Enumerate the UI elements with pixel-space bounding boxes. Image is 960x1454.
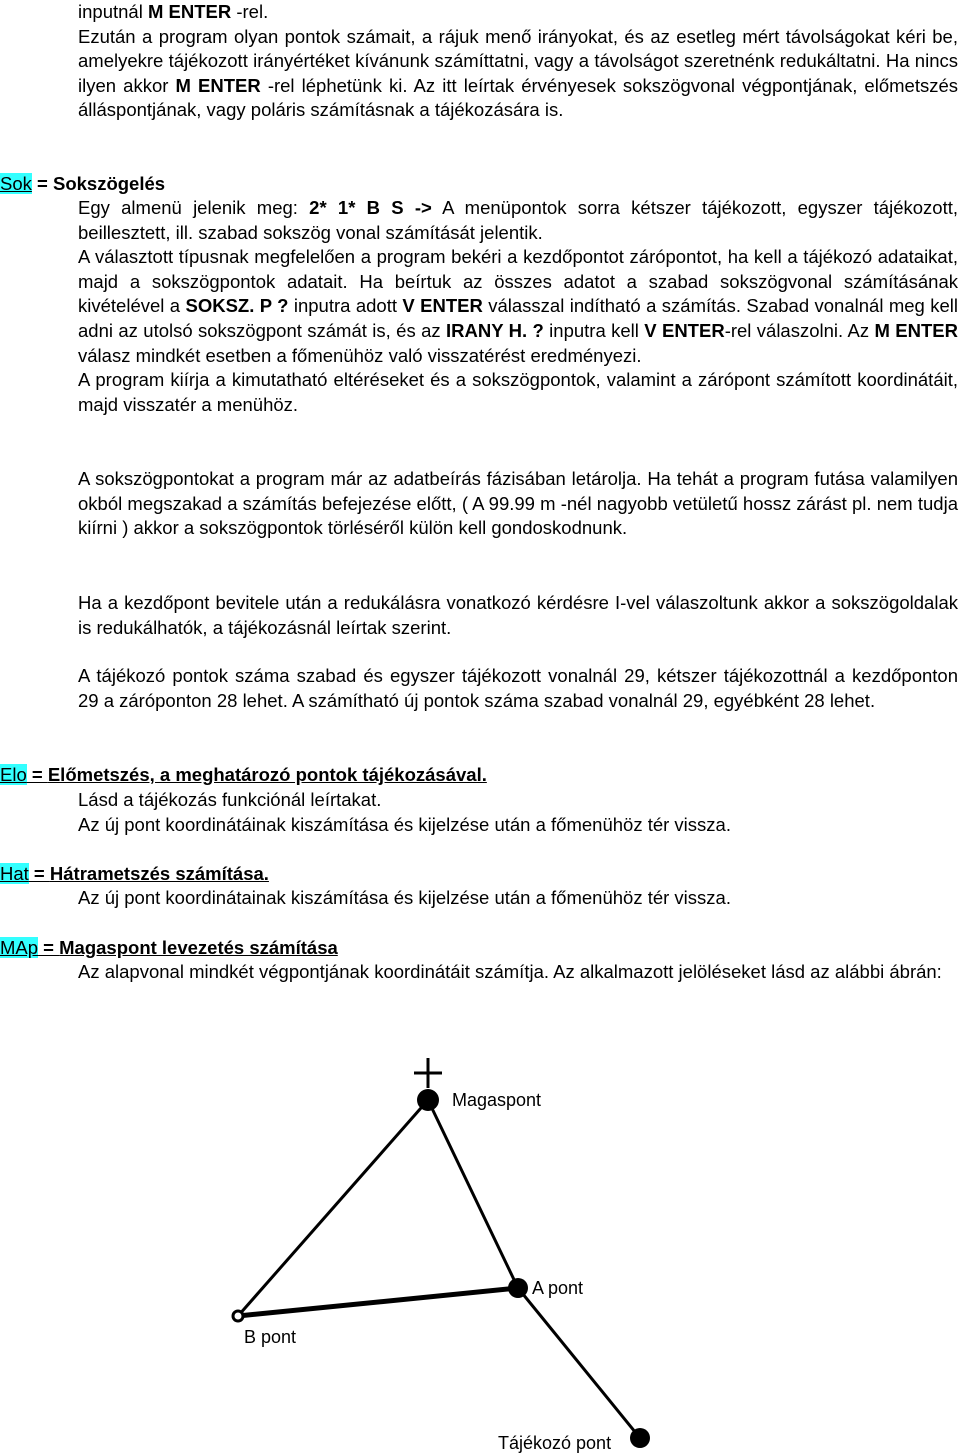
- line-magaspont-b: [238, 1100, 428, 1316]
- section-title-elo: Előmetszés, a meghatározó pontok tájékozásával.: [47, 764, 487, 785]
- label-b-pont: B pont: [244, 1327, 297, 1347]
- sok-paragraph-2: A választott típusnak megfelelően a program bekéri a kezdőpontot zárópontot, ha kell a tájékozó adataikat, majd a sokszögpontok adatait. Ha beírtuk az összes adatot a szabad sokszögvonal számításának kivételével a SOKSZ. P ? inputra adott V ENTER válasszal indítható a számítás. Szabad vonalnál meg kell adni az utolsó sokszögpont számát is, és az IRANY H. ? inputra kell V ENTER-rel válaszolni. Az M ENTER válasz mindkét esetben a főmenühöz való visszatérést eredményezi.: [78, 246, 958, 366]
- intro-line-1: inputnál M ENTER -rel.: [78, 1, 269, 22]
- sok-paragraph-6: A tájékozó pontok száma szabad és egyszer tájékozott vonalnál 29, kétszer tájékozottnál a kezdőponton 29 a záróponton 28 lehet. A számítható új pontok száma szabad vonalnál 29, egyébként 28 lehet.: [78, 665, 958, 711]
- label-a-pont: A pont: [532, 1278, 584, 1298]
- menu-code-sok: Sok: [0, 173, 32, 194]
- label-tajekozo-pont: Tájékozó pont: [498, 1433, 612, 1453]
- sok-paragraph-4: A sokszögpontokat a program már az adatbeírás fázisában letárolja. Ha tehát a program futása valamilyen okból megszakad a számítás befejezése előtt, ( A 99.99 m -nél nagyobb vetületű hossz zárást pl. nem tudja kiírni ) akkor a sokszögpontok törléséről külön kell gondoskodnunk.: [78, 468, 958, 539]
- section-heading-hat: Hat = Hátrametszés számítása.: [0, 863, 269, 884]
- menu-code-hat: Hat: [0, 863, 29, 884]
- elo-line-1: Lásd a tájékozás funkciónál leírtakat.: [78, 789, 382, 810]
- section-title-hat: Hátrametszés számítása.: [49, 863, 269, 884]
- map-line-1: Az alapvonal mindkét végpontjának koordinátáit számítja. Az alkalmazott jelöléseket lásd az alábbi ábrán:: [78, 961, 942, 982]
- sok-paragraph-5: Ha a kezdőpont bevitele után a redukálásra vonatkozó kérdésre I-vel válaszoltunk akkor a sokszögoldalak is redukálhatók, a tájékozásnál leírtak szerint.: [78, 592, 958, 638]
- sok-paragraph-3: A program kiírja a kimutatható eltéréseket és a sokszögpontok, valamint a zárópont számított koordinátáit, majd visszatér a menühöz.: [78, 369, 958, 415]
- section-heading-map: MAp = Magaspont levezetés számítása: [0, 937, 338, 958]
- menu-code-map: MAp: [0, 937, 39, 958]
- elo-line-2: Az új pont koordinátáinak kiszámítása és kijelzése után a főmenühöz tér vissza.: [78, 813, 731, 835]
- hat-line-1: Az új pont koordinátainak kiszámítása és kijelzése után a főmenühöz tér vissza.: [78, 887, 731, 908]
- tajekozo-point: [630, 1428, 650, 1448]
- line-a-tajekozo: [518, 1288, 640, 1438]
- plus-marker-icon: [414, 1058, 442, 1088]
- section-title-map: Magaspont levezetés számítása: [59, 937, 338, 958]
- magaspont-point: [417, 1089, 439, 1111]
- baseline-a-b: [238, 1288, 518, 1316]
- label-magaspont: Magaspont: [452, 1090, 542, 1110]
- section-heading-elo: Elo = Előmetszés, a meghatározó pontok tájékozásával.: [0, 764, 487, 785]
- intro-paragraph: Ezután a program olyan pontok számait, a rájuk menő irányokat, és az esetleg mért távolságokat kéri be, amelyekre tájékozott irányértéket kívánunk számíttatni, vagy a távolságot szeretnénk redukáltatni. Ha nincs ilyen akkor M ENTER -rel léphetünk ki. Az itt leírtak érvényesek sokszögvonal végpontjának, előmetszés álláspontjának, vagy poláris számításnak a tájékozására is.: [78, 25, 958, 121]
- menu-code-elo: Elo: [0, 764, 27, 785]
- line-magaspont-a: [428, 1100, 518, 1288]
- b-point: [233, 1311, 243, 1321]
- a-point: [508, 1278, 528, 1298]
- section-title-sok: = Sokszögelés: [31, 173, 166, 194]
- sok-paragraph-1: Egy almenü jelenik meg: 2* 1* B S -> A menüpontok sorra kétszer tájékozott, egyszer tájékozott, beillesztett, ill. szabad sokszög vonal számítását jelentik.: [78, 197, 958, 243]
